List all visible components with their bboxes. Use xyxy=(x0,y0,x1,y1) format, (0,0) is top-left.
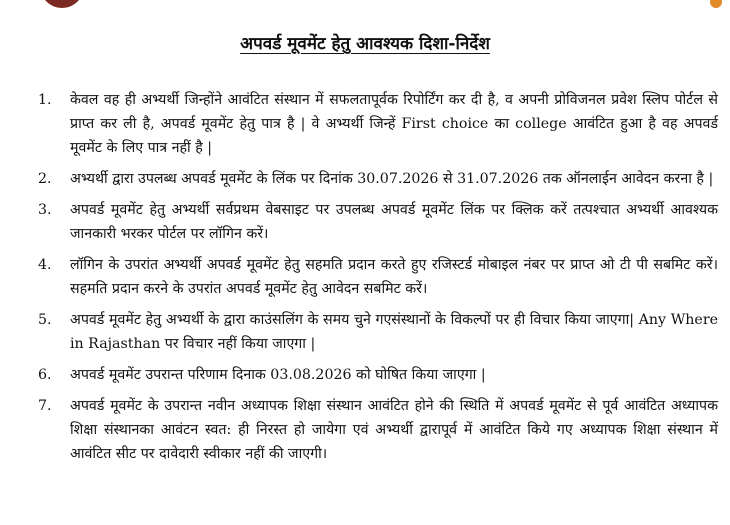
list-item xyxy=(0,88,730,160)
item-text: अपवर्ड मूवमेंट के उपरान्त नवीन अध्यापक शिक्षा संस्थान आवंटित होने की स्थिति में अपवर्ड मूवमेंट से पूर्व आवंटित अध्यापक शिक्षा संस्थानका आवंटन स्वत: ही निरस्त हो जायेगा एवं अभ्यर्थी द्वारापूर्व में आवंटित किये गए अध्यापक शिक्षा संस्थान में आवंटित सीट पर दावेदारी स्वीकार नहीं की जाएगी। xyxy=(70,398,718,462)
item-text: अपवर्ड मूवमेंट हेतु अभ्यर्थी सर्वप्रथम वेबसाइट पर उपलब्ध अपवर्ड मूवमेंट लिंक पर क्लिक करें तत्पश्चात अभ्यर्थी आवश्यक जानकारी भरकर पोर्टल पर लॉगिन करें। xyxy=(70,202,718,242)
item-number: 6. xyxy=(38,367,52,383)
item-text: अपवर्ड मूवमेंट हेतु अभ्यर्थी के द्वारा काउंसलिंग के समय चुने गएसंस्थानों के विकल्पों पर ही विचार किया जाएगा| Any Where in Rajasthan पर विचार नहीं किया जाएगा | xyxy=(70,312,718,352)
list-item xyxy=(0,167,730,191)
list-item xyxy=(0,394,730,466)
item-number: 2. xyxy=(38,171,52,187)
item-number: 7. xyxy=(38,398,52,414)
item-number: 5. xyxy=(38,312,52,328)
item-text: लॉगिन के उपरांत अभ्यर्थी अपवर्ड मूवमेंट हेतु सहमति प्रदान करते हुए रजिस्टर्ड मोबाइल नंबर पर प्राप्त ओ टी पी सबमिट करें। सहमति प्रदान करने के उपरांत अपवर्ड मूवमेंट हेतु आवेदन सबमिट करें। xyxy=(70,257,718,297)
guidelines-list xyxy=(0,88,730,473)
page-title-text: अपवर्ड मूवमेंट हेतु आवश्यक दिशा-निर्देश xyxy=(240,34,490,54)
list-item xyxy=(0,198,730,246)
page-title xyxy=(0,31,730,54)
list-item xyxy=(0,363,730,387)
item-number: 4. xyxy=(38,257,52,273)
list-item xyxy=(0,308,730,356)
emblem-logo xyxy=(40,0,84,8)
item-text: अपवर्ड मूवमेंट उपरान्त परिणाम दिनाक 03.08.2026 को घोषित किया जाएगा | xyxy=(70,367,486,383)
list-item xyxy=(0,253,730,301)
item-text: केवल वह ही अभ्यर्थी जिन्होंने आवंटित संस्थान में सफलतापूर्वक रिपोर्टिंग कर दी है, व अपनी प्रोविजनल प्रवेश स्लिप पोर्टल से प्राप्त कर ली है, अपवर्ड मूवमेंट हेतु पात्र है | वे अभ्यर्थी जिन्हें First choice का college आवंटित हुआ है वह अपवर्ड मूवमेंट के लिए पात्र नहीं है | xyxy=(70,92,718,156)
item-text: अभ्यर्थी द्वारा उपलब्ध अपवर्ड मूवमेंट के लिंक पर दिनांक 30.07.2026 से 31.07.2026 तक ऑनलाईन आवेदन करना है | xyxy=(70,171,714,187)
item-number: 3. xyxy=(38,202,52,218)
item-number: 1. xyxy=(38,92,52,108)
emblem-logo-right xyxy=(710,0,722,8)
